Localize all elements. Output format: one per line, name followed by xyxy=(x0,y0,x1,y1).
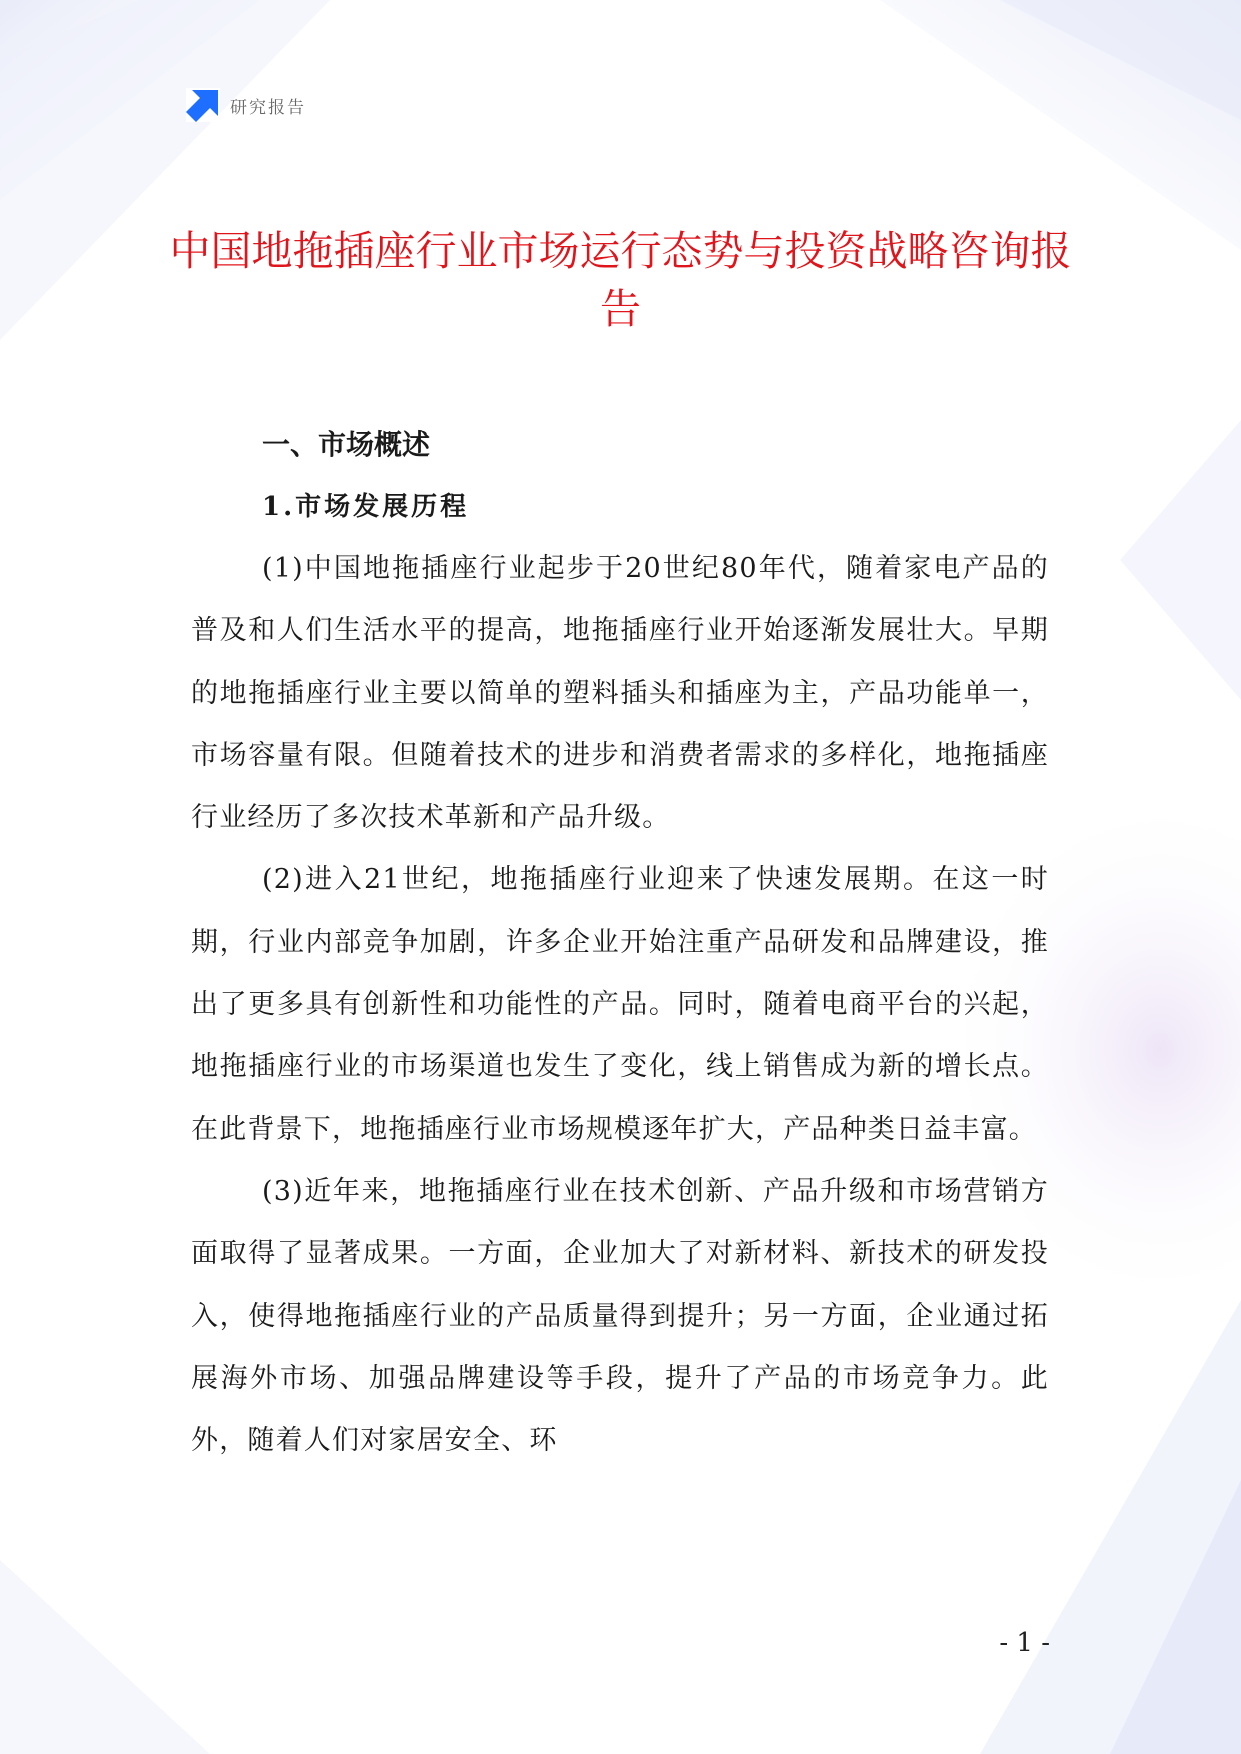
header-label: 研究报告 xyxy=(230,97,306,118)
document-body xyxy=(191,414,1049,1472)
document-title: 中国地拖插座行业市场运行态势与投资战略咨询报告 xyxy=(169,227,1072,333)
subsection-heading: 1.市场发展历程 xyxy=(262,492,470,522)
paragraph-3: (3)近年来，地拖插座行业在技术创新、产品升级和市场营销方面取得了显著成果。一方面，企业加大了对新材料、新技术的研发投入，使得地拖插座行业的产品质量得到提升；另一方面，企业通过拓展海外市场、加强品牌建设等手段，提升了产品的市场竞争力。此外，随着人们对家居安全、环 xyxy=(191,1175,1049,1457)
arrow-up-right-icon xyxy=(186,88,220,122)
paragraph-2: (2)进入21世纪，地拖插座行业迎来了快速发展期。在这一时期，行业内部竞争加剧，许多企业开始注重产品研发和品牌建设，推出了更多具有创新性和功能性的产品。同时，随着电商平台的兴起，地拖插座行业的市场渠道也发生了变化，线上销售成为新的增长点。在此背景下，地拖插座行业市场规模逐年扩大，产品种类日益丰富。 xyxy=(191,864,1049,1145)
report-header xyxy=(186,88,306,122)
page-number: - 1 - xyxy=(999,1628,1050,1658)
paragraph-1: (1)中国地拖插座行业起步于20世纪80年代，随着家电产品的普及和人们生活水平的提高，地拖插座行业开始逐渐发展壮大。早期的地拖插座行业主要以简单的塑料插头和插座为主，产品功能单一，市场容量有限。但随着技术的进步和消费者需求的多样化，地拖插座行业经历了多次技术革新和产品升级。 xyxy=(191,553,1049,834)
section-heading: 一、市场概述 xyxy=(262,428,431,461)
